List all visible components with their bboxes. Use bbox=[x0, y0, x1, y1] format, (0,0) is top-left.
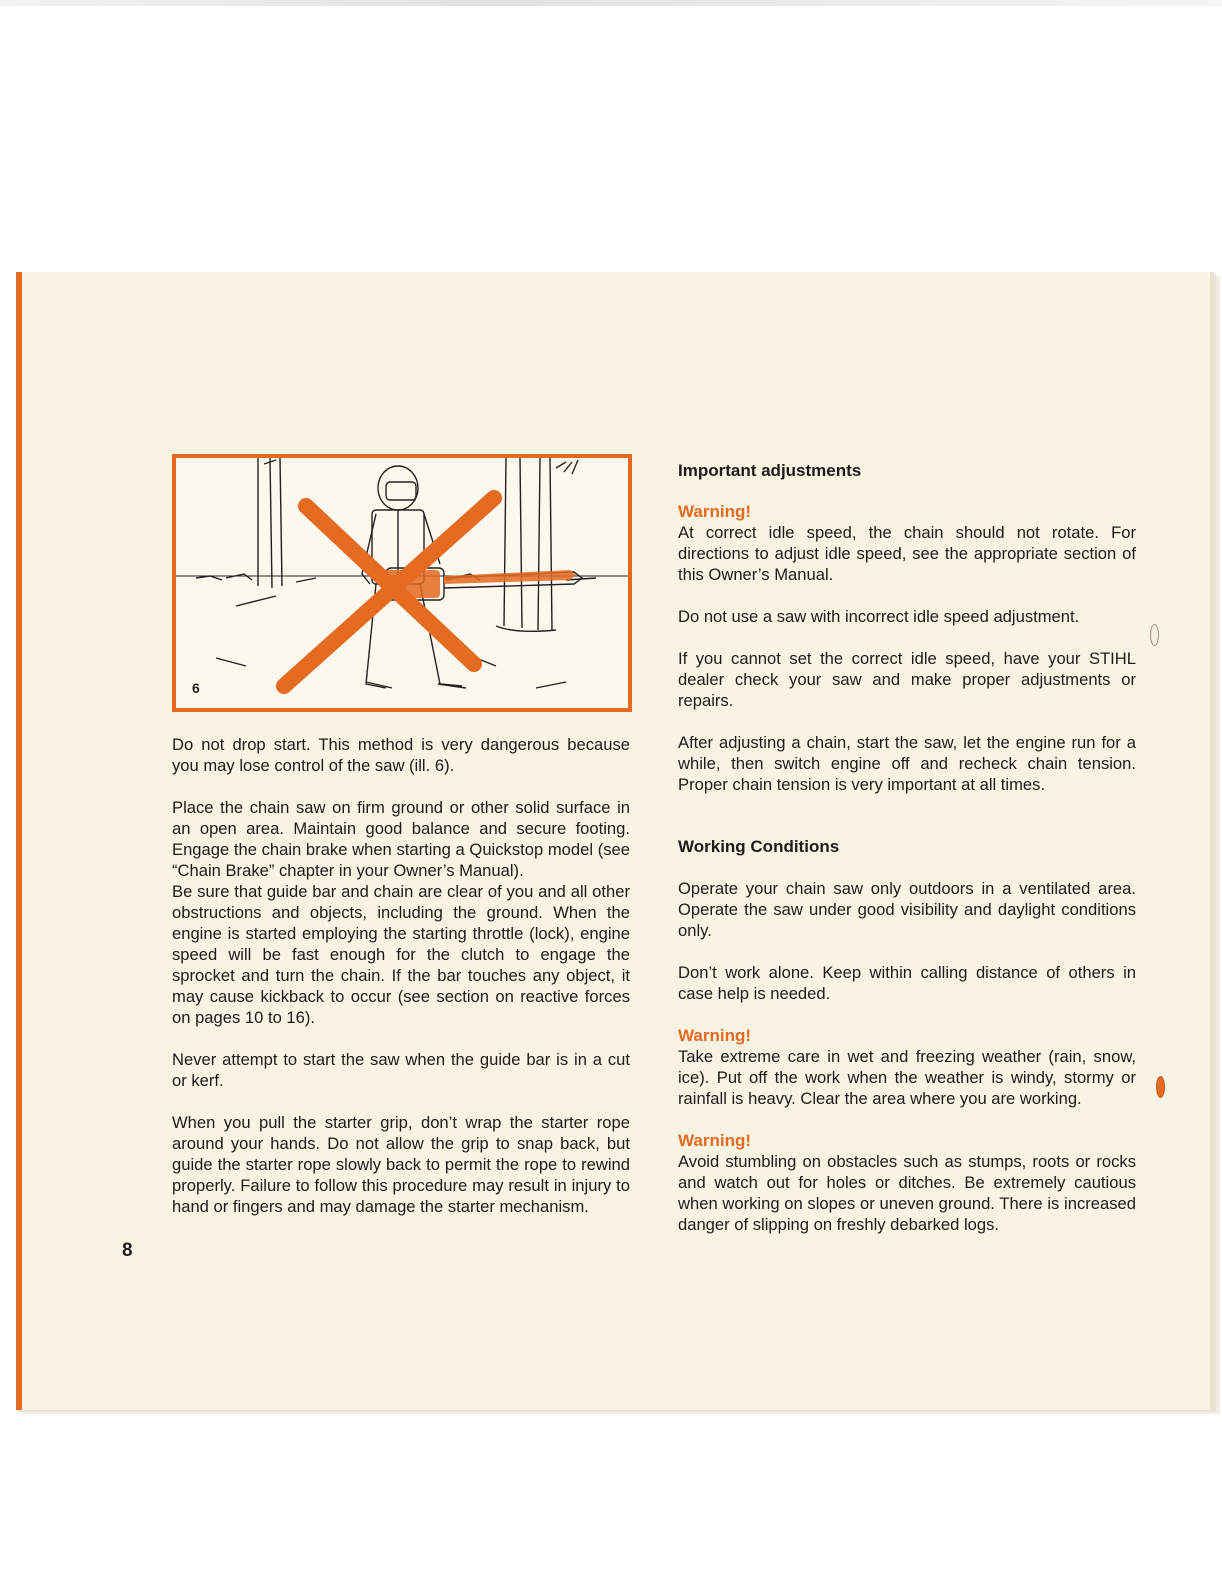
warning-label: Warning! bbox=[678, 1026, 752, 1045]
page-edge bbox=[1210, 272, 1214, 1410]
warning-text: Avoid stumbling on obstacles such as stumps, roots or rocks and watch out for holes or ditches. Be extremely cautious when working on slopes or uneven ground. There is increased danger of slipping on freshly debarked logs. bbox=[678, 1152, 1136, 1234]
drop-start-prohibited-illustration bbox=[176, 458, 628, 708]
paragraph-starter-rope: When you pull the starter grip, don’t wrap the starter rope around your hands. Do not allow the grip to snap back, but guide the starter rope slowly back to permit the rope to rewind properly. Failure to follow this procedure may result in injury to hand or fingers and may damage the starter mechanism. bbox=[172, 1113, 630, 1216]
paragraph-chain-tension: After adjusting a chain, start the saw, let the engine run for a while, then switch engine off and recheck chain tension. Proper chain tension is very important at all times. bbox=[678, 733, 1136, 794]
warning-weather bbox=[678, 1025, 1136, 1109]
paragraph-outdoors: Operate your chain saw only outdoors in a ventilated area. Operate the saw under good visibility and daylight conditions only. bbox=[678, 879, 1136, 940]
illustration-frame bbox=[172, 454, 632, 712]
paragraph-clearance: Be sure that guide bar and chain are clear of you and all other obstructions and objects, including the ground. When the engine is started employing the starting throttle (lock), engine speed will be fast enough for the clutch to engage the sprocket and turn the chain. If the bar touches any object, it may cause kickback to occur (see section on reactive forces on pages 10 to 16). bbox=[172, 882, 630, 1027]
heading-important-adjustments: Important adjustments bbox=[678, 461, 862, 480]
warning-text: At correct idle speed, the chain should not rotate. For directions to adjust idle speed, see the appropriate section of this Owner’s Manual. bbox=[678, 523, 1136, 584]
manual-page bbox=[16, 272, 1214, 1410]
figure-number: 6 bbox=[192, 680, 200, 696]
warning-label: Warning! bbox=[678, 1131, 752, 1150]
scan-top-edge bbox=[0, 0, 1222, 6]
paragraph-kerf: Never attempt to start the saw when the guide bar is in a cut or kerf. bbox=[172, 1050, 630, 1090]
paragraph-placement: Place the chain saw on firm ground or other solid surface in an open area. Maintain good balance and secure footing. Engage the chain brake when starting a Quickstop model (see “Chain Brake” chapter in your Owner’s Manual). bbox=[172, 798, 630, 880]
warning-idle bbox=[678, 501, 1136, 585]
warning-text: Take extreme care in wet and freezing weather (rain, snow, ice). Put off the work when the weather is windy, stormy or rainfall is heavy. Clear the area where you are working. bbox=[678, 1047, 1136, 1108]
heading-working-conditions: Working Conditions bbox=[678, 837, 840, 856]
left-column bbox=[172, 734, 630, 1238]
paragraph-work-alone: Don’t work alone. Keep within calling distance of others in case help is needed. bbox=[678, 963, 1136, 1003]
warning-stumbling bbox=[678, 1130, 1136, 1235]
paragraph-dealer: If you cannot set the correct idle speed, have your STIHL dealer check your saw and make proper adjustments or repairs. bbox=[678, 649, 1136, 710]
warning-label: Warning! bbox=[678, 502, 752, 521]
paragraph-drop-start: Do not drop start. This method is very dangerous because you may lose control of the saw (ill. 6). bbox=[172, 735, 630, 775]
paragraph-idle-adjustment: Do not use a saw with incorrect idle speed adjustment. bbox=[678, 607, 1080, 626]
binding-hole-mark bbox=[1156, 1076, 1165, 1098]
binding-hole-mark bbox=[1150, 624, 1159, 646]
right-column bbox=[678, 460, 1136, 1256]
page-number: 8 bbox=[122, 1240, 133, 1261]
